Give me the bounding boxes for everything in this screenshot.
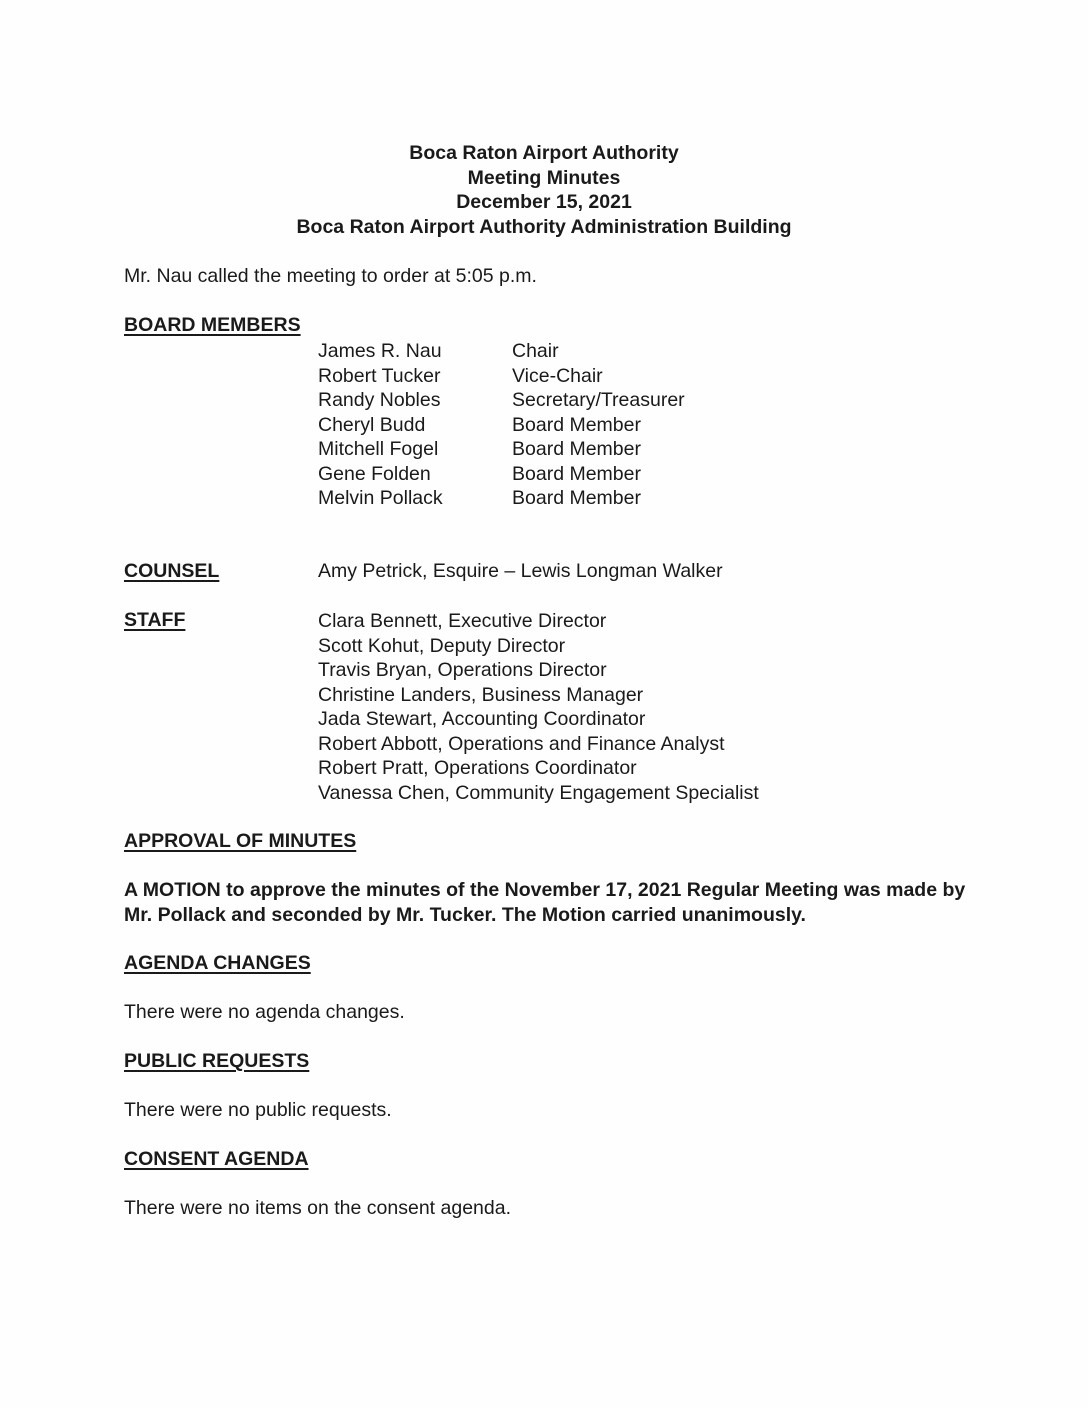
agenda-changes-heading: AGENDA CHANGES [124,952,311,974]
public-requests-text: There were no public requests. [124,1099,392,1121]
board-member-row [318,486,685,511]
staff-list [318,609,759,805]
document-title-block [0,141,1088,239]
staff-member: Jada Stewart, Accounting Coordinator [318,708,646,730]
approval-of-minutes-heading: APPROVAL OF MINUTES [124,830,357,852]
member-name: Mitchell Fogel [318,438,439,460]
staff-member: Clara Bennett, Executive Director [318,610,607,632]
member-name: Randy Nobles [318,389,441,411]
staff-heading: STAFF [124,609,186,631]
approval-motion-text: A MOTION to approve the minutes of the November 17, 2021 Regular Meeting was made by Mr. Pollack and seconded by Mr. Tucker. The Motion carried unanimously. [124,879,966,926]
staff-member: Robert Abbott, Operations and Finance Analyst [318,732,725,755]
member-name: Cheryl Budd [318,413,426,436]
call-to-order: Mr. Nau called the meeting to order at 5:05 p.m. [124,265,537,287]
member-name: Melvin Pollack [318,487,443,509]
member-role: Board Member [512,438,641,460]
meeting-location: Boca Raton Airport Authority Administration Building [296,215,792,238]
counsel-heading: COUNSEL [124,560,220,582]
board-members-heading: BOARD MEMBERS [124,314,301,336]
board-members-list [318,339,685,511]
document-type: Meeting Minutes [467,166,621,189]
member-role: Secretary/Treasurer [512,389,685,411]
member-role: Board Member [512,487,641,509]
board-member-row [318,339,685,364]
board-member-row [318,413,685,438]
member-role: Board Member [512,462,641,485]
member-name: Robert Tucker [318,364,441,387]
meeting-date: December 15, 2021 [456,191,632,213]
organization-name: Boca Raton Airport Authority [409,142,679,164]
staff-member: Robert Pratt, Operations Coordinator [318,757,637,779]
consent-agenda-heading: CONSENT AGENDA [124,1148,309,1170]
counsel-text: Amy Petrick, Esquire – Lewis Longman Walker [318,560,723,582]
staff-member: Christine Landers, Business Manager [318,683,644,706]
board-member-row [318,388,685,413]
board-member-row [318,437,685,462]
member-role: Board Member [512,413,641,436]
member-name: Gene Folden [318,462,431,485]
agenda-changes-text: There were no agenda changes. [124,1001,405,1023]
staff-member: Travis Bryan, Operations Director [318,659,607,681]
member-role: Vice-Chair [512,364,603,387]
member-name: James R. Nau [318,340,442,362]
consent-agenda-text: There were no items on the consent agenda. [124,1197,511,1219]
public-requests-heading: PUBLIC REQUESTS [124,1050,310,1072]
member-role: Chair [512,340,559,362]
staff-member: Scott Kohut, Deputy Director [318,634,566,657]
board-member-row [318,462,685,487]
staff-member: Vanessa Chen, Community Engagement Specialist [318,781,759,804]
board-member-row [318,364,685,389]
